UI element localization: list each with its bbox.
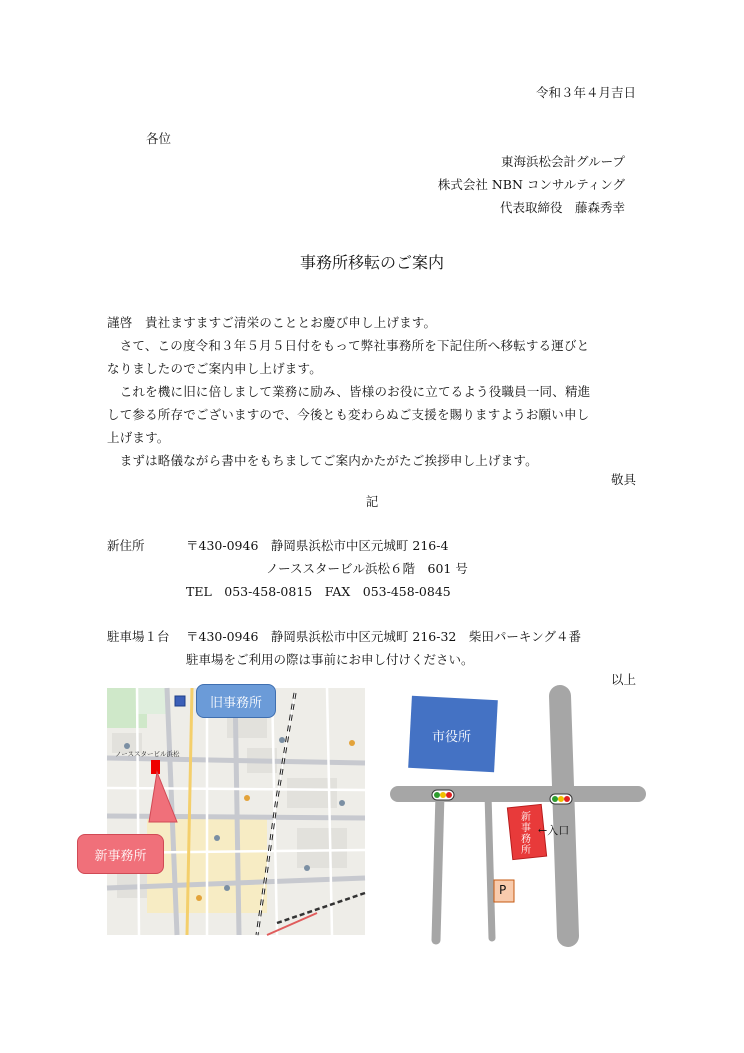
- route-diagram: [392, 688, 644, 950]
- address-line1: 〒430-0946 静岡県浜松市中区元城町 216-4: [186, 538, 449, 553]
- closing-keigu: 敬具: [610, 472, 636, 487]
- body-line: なりましたのでご案内申し上げます。: [107, 361, 322, 376]
- sender-representative: 代表取締役 藤森秀幸: [499, 200, 625, 215]
- old-office-callout: 旧事務所: [196, 684, 276, 718]
- new-office-char: 新: [521, 812, 531, 823]
- new-office-char: 所: [521, 845, 531, 856]
- body-line: まずは略儀ながら書中をもちましてご案内かたがたご挨拶申し上げます。: [107, 453, 538, 468]
- body-line: さて、この度令和３年５月５日付をもって弊社事務所を下記住所へ移転する運びと: [107, 338, 590, 353]
- page-title: 事務所移転のご案内: [299, 253, 444, 272]
- route-diagram-graphic: [392, 688, 644, 950]
- city-hall-label: 市役所: [432, 730, 472, 745]
- parking-marker: P: [499, 883, 507, 897]
- new-office-label: [521, 812, 533, 856]
- sender-company: 株式会社 NBN コンサルティング: [437, 177, 625, 192]
- address-contact: TEL 053-458-0815 FAX 053-458-0845: [186, 584, 451, 599]
- new-office-char: 事: [521, 823, 531, 834]
- area-map: [94, 688, 365, 935]
- entrance-label: ←入口: [538, 824, 570, 837]
- new-office-callout: 新事務所: [77, 834, 164, 874]
- map-building-label: ノーススタービル浜松: [115, 750, 180, 758]
- new-office-callout-pointer: [147, 772, 187, 822]
- address-label: 新住所: [107, 538, 145, 553]
- ki-heading: 記: [365, 494, 379, 509]
- body-line: して参る所存でございますので、今後とも変わらぬご支援を賜りますようお願い申し: [107, 407, 590, 422]
- body-line: これを機に旧に倍しまして業務に励み、皆様のお役に立てるよう役職員一同、精進: [107, 384, 591, 399]
- parking-line1: 〒430-0946 静岡県浜松市中区元城町 216-32 柴田パーキング４番: [186, 629, 581, 644]
- area-map-graphic: [107, 688, 365, 935]
- date: 令和３年４月吉日: [535, 85, 636, 100]
- new-office-char: 務: [521, 834, 531, 845]
- body-line: 上げます。: [107, 430, 170, 445]
- body-line: 謹啓 貴社ますますご清栄のこととお慶び申し上げます。: [107, 315, 437, 330]
- parking-label: 駐車場１台: [107, 629, 170, 644]
- recipient: 各位: [146, 131, 172, 146]
- end-mark: 以上: [610, 672, 636, 687]
- sender-group: 東海浜松会計グループ: [500, 154, 625, 169]
- address-line2: ノーススタービル浜松６階 601 号: [266, 561, 468, 576]
- parking-line2: 駐車場をご利用の際は事前にお申し付けください。: [186, 652, 474, 667]
